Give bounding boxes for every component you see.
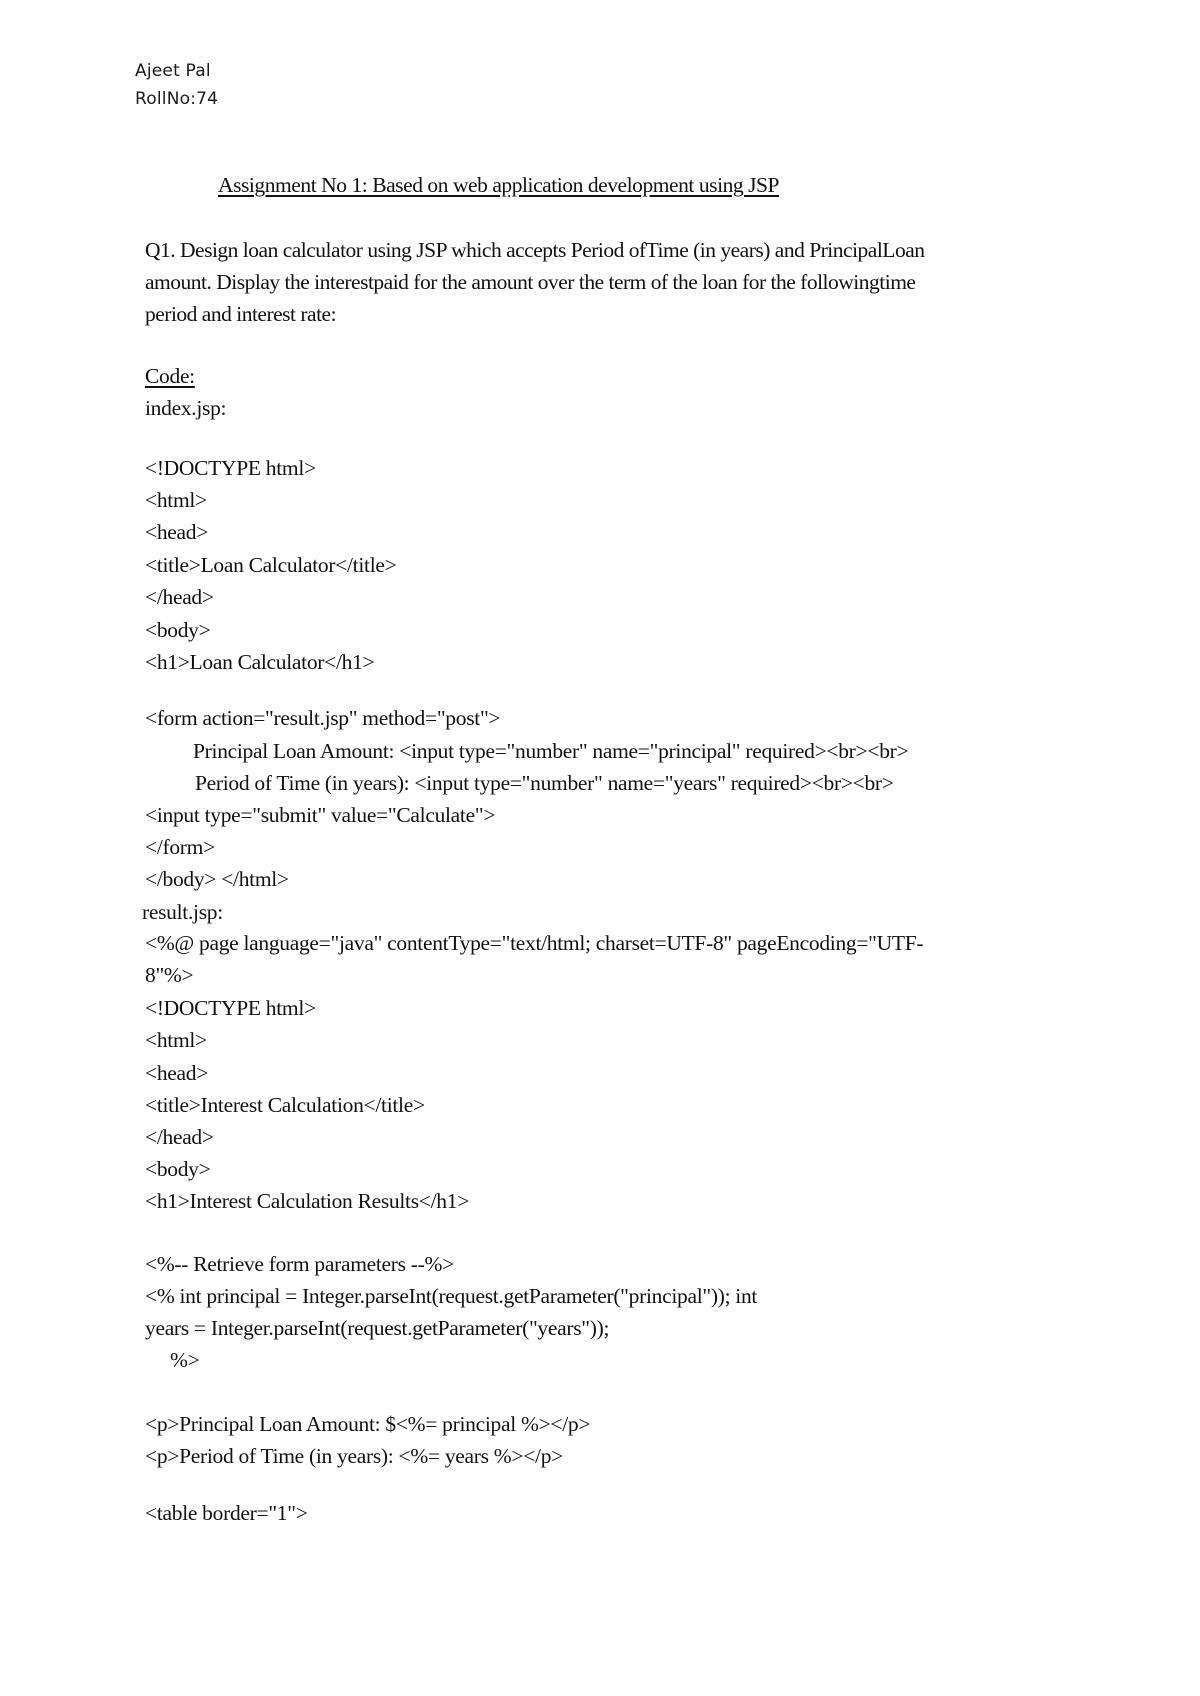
question-line-1: Q1. Design loan calculator using JSP which accepts Period ofTime (in years) and PrincipalLoan (145, 238, 925, 262)
code-line: Period of Time (in years): <input type="number" name="years" required><br><br> (195, 771, 894, 795)
code-line: %> (170, 1348, 200, 1372)
code-line: <body> (145, 618, 211, 642)
code-line: <p>Period of Time (in years): <%= years %></p> (145, 1444, 564, 1468)
code-line: <html> (145, 1028, 207, 1052)
code-line: </form> (145, 835, 215, 859)
roll-number: RollNo:74 (135, 89, 219, 109)
code-line: <form action="result.jsp" method="post"> (145, 706, 501, 730)
result-jsp-filename: result.jsp: (142, 900, 223, 924)
question-line-2: amount. Display the interestpaid for the amount over the term of the loan for the followingtime (145, 270, 916, 294)
index-jsp-filename: index.jsp: (145, 396, 227, 420)
code-line: <head> (145, 1061, 209, 1085)
code-line: <body> (145, 1157, 211, 1181)
code-line: <title>Loan Calculator</title> (145, 553, 397, 577)
code-line: <%-- Retrieve form parameters --%> (145, 1252, 454, 1276)
code-line: </body> </html> (145, 867, 289, 891)
code-line: <head> (145, 520, 209, 544)
code-line: </head> (145, 585, 214, 609)
code-line: <p>Principal Loan Amount: $<%= principal %></p> (145, 1412, 591, 1436)
code-label: Code: (145, 364, 195, 388)
author-name: Ajeet Pal (135, 61, 211, 81)
code-line: <h1>Interest Calculation Results</h1> (145, 1189, 470, 1213)
code-line: <table border="1"> (145, 1501, 308, 1525)
code-line: <h1>Loan Calculator</h1> (145, 650, 375, 674)
assignment-title: Assignment No 1: Based on web application development using JSP (218, 173, 780, 197)
code-line: Principal Loan Amount: <input type="number" name="principal" required><br><br> (193, 739, 909, 763)
code-line: </head> (145, 1125, 214, 1149)
code-line: <title>Interest Calculation</title> (145, 1093, 425, 1117)
code-line: <%@ page language="java" contentType="text/html; charset=UTF-8" pageEncoding="UTF- (145, 931, 924, 955)
code-line: <!DOCTYPE html> (145, 996, 316, 1020)
question-line-3: period and interest rate: (145, 302, 337, 326)
code-line: <html> (145, 488, 207, 512)
code-line: <input type="submit" value="Calculate"> (145, 803, 496, 827)
code-line: <!DOCTYPE html> (145, 456, 316, 480)
code-line: years = Integer.parseInt(request.getParameter("years")); (145, 1316, 610, 1340)
code-line: 8"%> (145, 963, 194, 987)
code-line: <% int principal = Integer.parseInt(request.getParameter("principal")); int (145, 1284, 758, 1308)
